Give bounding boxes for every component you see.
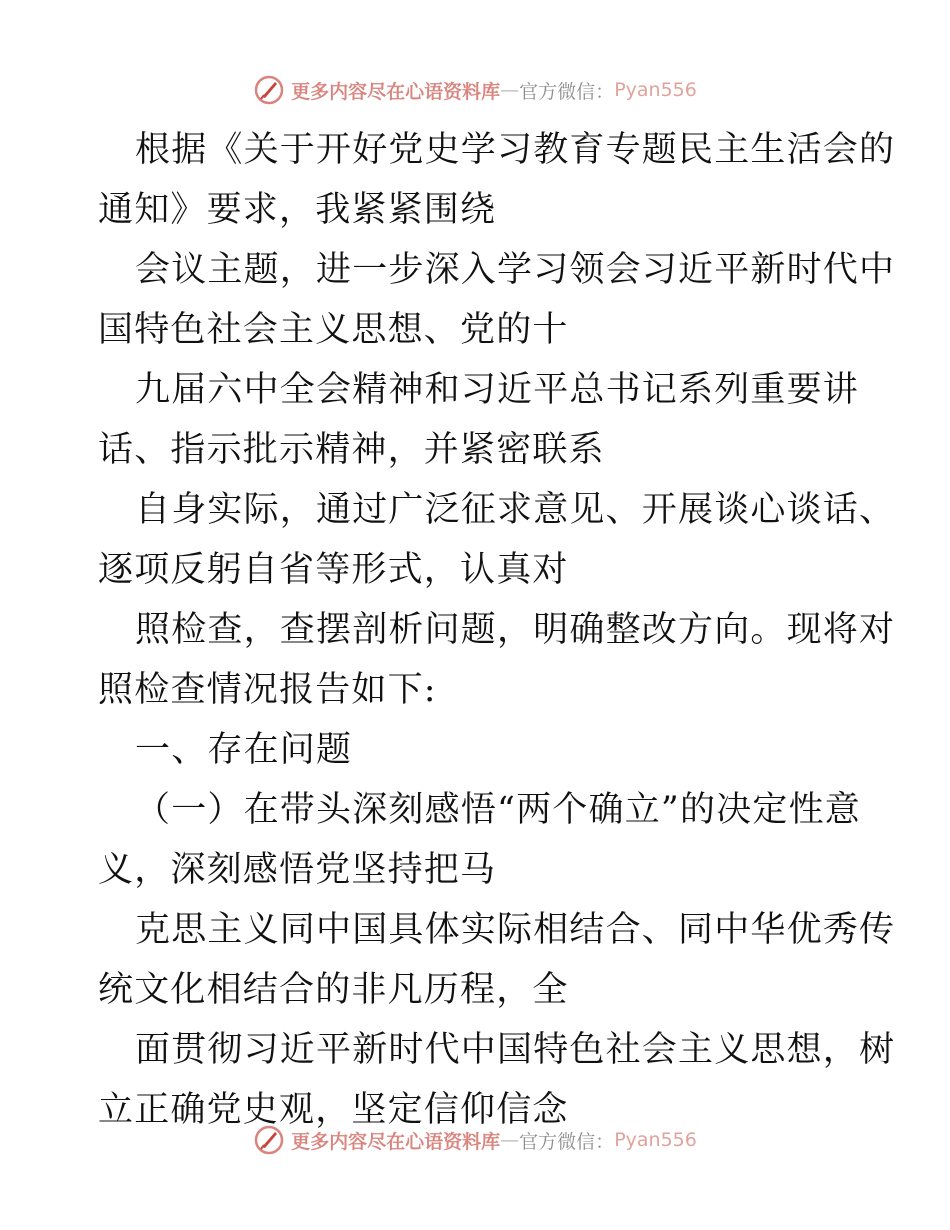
- header-watermark: [0, 70, 950, 110]
- watermark-label: 官方微信：: [519, 1130, 615, 1153]
- text-line: 九届六中全会精神和习近平总书记系列重要讲: [135, 370, 860, 410]
- watermark-brand: 更多内容尽在心语资料库: [291, 80, 501, 103]
- text-line: 统文化相结合的非凡历程，全: [98, 970, 569, 1010]
- watermark-separator: —: [500, 1129, 520, 1151]
- text-line: 国特色社会主义思想、党的十: [98, 310, 569, 350]
- subsection-heading: （一）在带头深刻感悟“两个确立”的决定性意: [135, 790, 861, 830]
- text-line: 根据《关于开好党史学习教育专题民主生活会的: [135, 130, 896, 170]
- text-line: 通知》要求，我紧紧围绕: [98, 190, 497, 230]
- text-line: 会议主题，进一步深入学习领会习近平新时代中: [135, 250, 896, 290]
- text-line: 义，深刻感悟党坚持把马: [98, 850, 497, 890]
- feather-pen-logo-icon: [253, 74, 285, 106]
- text-line: 照检查，查摆剖析问题，明确整改方向。现将对: [135, 610, 896, 650]
- watermark-label: 官方微信：: [519, 80, 615, 103]
- watermark-separator: —: [500, 79, 520, 101]
- text-line: 自身实际，通过广泛征求意见、开展谈心谈话、: [135, 490, 896, 530]
- feather-pen-logo-icon: [253, 1124, 285, 1156]
- section-heading: 一、存在问题: [135, 730, 353, 770]
- document-body: [98, 120, 896, 1140]
- text-line: 话、指示批示精神，并紧密联系: [98, 430, 605, 470]
- watermark-account: Pyan556: [614, 79, 697, 101]
- text-line: 照检查情况报告如下:: [98, 670, 437, 710]
- text-line: 克思主义同中国具体实际相结合、同中华优秀传: [135, 910, 896, 950]
- watermark-account: Pyan556: [614, 1129, 697, 1151]
- text-line: 面贯彻习近平新时代中国特色社会主义思想，树: [135, 1030, 896, 1070]
- text-line: 逐项反躬自省等形式，认真对: [98, 550, 569, 590]
- text-line: 立正确党史观，坚定信仰信念: [98, 1090, 569, 1130]
- watermark-brand: 更多内容尽在心语资料库: [291, 1130, 501, 1153]
- footer-watermark: [0, 1120, 950, 1160]
